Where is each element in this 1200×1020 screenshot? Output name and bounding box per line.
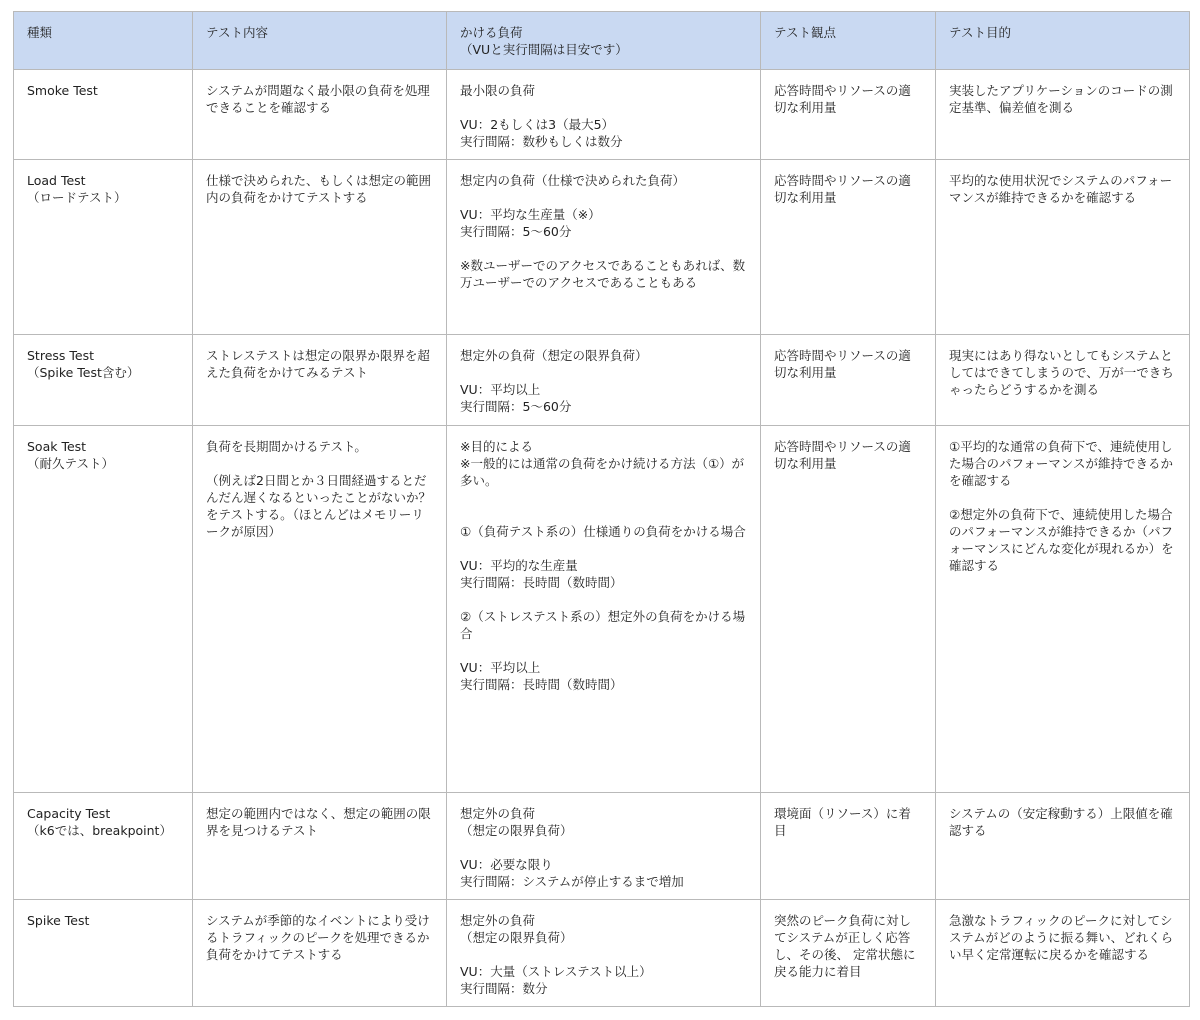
cell-test-content: ストレステストは想定の限界か限界を超えた負荷をかけてみるテスト (193, 335, 447, 426)
table-row (14, 900, 1190, 1007)
table-row (14, 335, 1190, 426)
header-viewpoint: テスト観点 (761, 12, 936, 70)
table-header-row (14, 12, 1190, 70)
cell-load: 想定内の負荷（仕様で決められた負荷） VU：平均な生産量（※） 実行間隔：5〜60分 ※数ユーザーでのアクセスであることもあれば、数万ユーザーでのアクセスであることもある (447, 160, 761, 335)
cell-viewpoint: 環境面（リソース）に着目 (761, 793, 936, 900)
cell-type: Capacity Test （k6では、breakpoint） (14, 793, 193, 900)
cell-test-content: 想定の範囲内ではなく、想定の範囲の限界を見つけるテスト (193, 793, 447, 900)
cell-type: Soak Test （耐久テスト） (14, 426, 193, 793)
test-types-table-container (13, 11, 1189, 1007)
cell-load: 想定外の負荷 （想定の限界負荷） VU：必要な限り 実行間隔：システムが停止するまで増加 (447, 793, 761, 900)
cell-type: Stress Test （Spike Test含む） (14, 335, 193, 426)
header-test-content: テスト内容 (193, 12, 447, 70)
table-row (14, 793, 1190, 900)
cell-type: Spike Test (14, 900, 193, 1007)
cell-test-content: システムが季節的なイベントにより受けるトラフィックのピークを処理できるか負荷をかけてテストする (193, 900, 447, 1007)
header-purpose: テスト目的 (936, 12, 1190, 70)
cell-viewpoint: 応答時間やリソースの適切な利用量 (761, 70, 936, 160)
cell-purpose: ①平均的な通常の負荷下で、連続使用した場合のパフォーマンスが維持できるかを確認する ②想定外の負荷下で、連続使用した場合のパフォーマンスが維持できるか（パフォーマンスにどんな変化が現れるか）を確認する (936, 426, 1190, 793)
cell-type: Smoke Test (14, 70, 193, 160)
header-load: かける負荷 （VUと実行間隔は目安です） (447, 12, 761, 70)
cell-viewpoint: 突然のピーク負荷に対してシステムが正しく応答し、その後、 定常状態に戻る能力に着目 (761, 900, 936, 1007)
cell-purpose: 急激なトラフィックのピークに対してシステムがどのように振る舞い、どれくらい早く定常運転に戻るかを確認する (936, 900, 1190, 1007)
table-row (14, 160, 1190, 335)
cell-purpose: システムの（安定稼動する）上限値を確認する (936, 793, 1190, 900)
table-row (14, 426, 1190, 793)
cell-viewpoint: 応答時間やリソースの適切な利用量 (761, 426, 936, 793)
cell-purpose: 実装したアプリケーションのコードの測定基準、偏差値を測る (936, 70, 1190, 160)
cell-purpose: 平均的な使用状況でシステムのパフォーマンスが維持できるかを確認する (936, 160, 1190, 335)
cell-viewpoint: 応答時間やリソースの適切な利用量 (761, 160, 936, 335)
cell-test-content: 仕様で決められた、もしくは想定の範囲内の負荷をかけてテストする (193, 160, 447, 335)
cell-load: ※目的による ※一般的には通常の負荷をかけ続ける方法（①）が多い。 ①（負荷テスト系の）仕様通りの負荷をかける場合 VU：平均的な生産量 実行間隔：長時間（数時間） ②（ストレステスト系の）想定外の負荷をかける場合 VU：平均以上 実行間隔：長時間（数時間） (447, 426, 761, 793)
header-type: 種類 (14, 12, 193, 70)
test-types-table (13, 11, 1190, 1007)
cell-load: 想定外の負荷 （想定の限界負荷） VU：大量（ストレステスト以上） 実行間隔：数分 (447, 900, 761, 1007)
table-row (14, 70, 1190, 160)
cell-load: 最小限の負荷 VU：2もしくは3（最大5） 実行間隔：数秒もしくは数分 (447, 70, 761, 160)
cell-load: 想定外の負荷（想定の限界負荷） VU：平均以上 実行間隔：5〜60分 (447, 335, 761, 426)
cell-test-content: システムが問題なく最小限の負荷を処理できることを確認する (193, 70, 447, 160)
cell-viewpoint: 応答時間やリソースの適切な利用量 (761, 335, 936, 426)
cell-type: Load Test （ロードテスト） (14, 160, 193, 335)
cell-test-content: 負荷を長期間かけるテスト。 （例えば2日間とか３日間経過するとだんだん遅くなるといったことがないか？をテストする。（ほとんどはメモリーリークが原因） (193, 426, 447, 793)
cell-purpose: 現実にはあり得ないとしてもシステムとしてはできてしまうので、万が一できちゃったらどうするかを測る (936, 335, 1190, 426)
